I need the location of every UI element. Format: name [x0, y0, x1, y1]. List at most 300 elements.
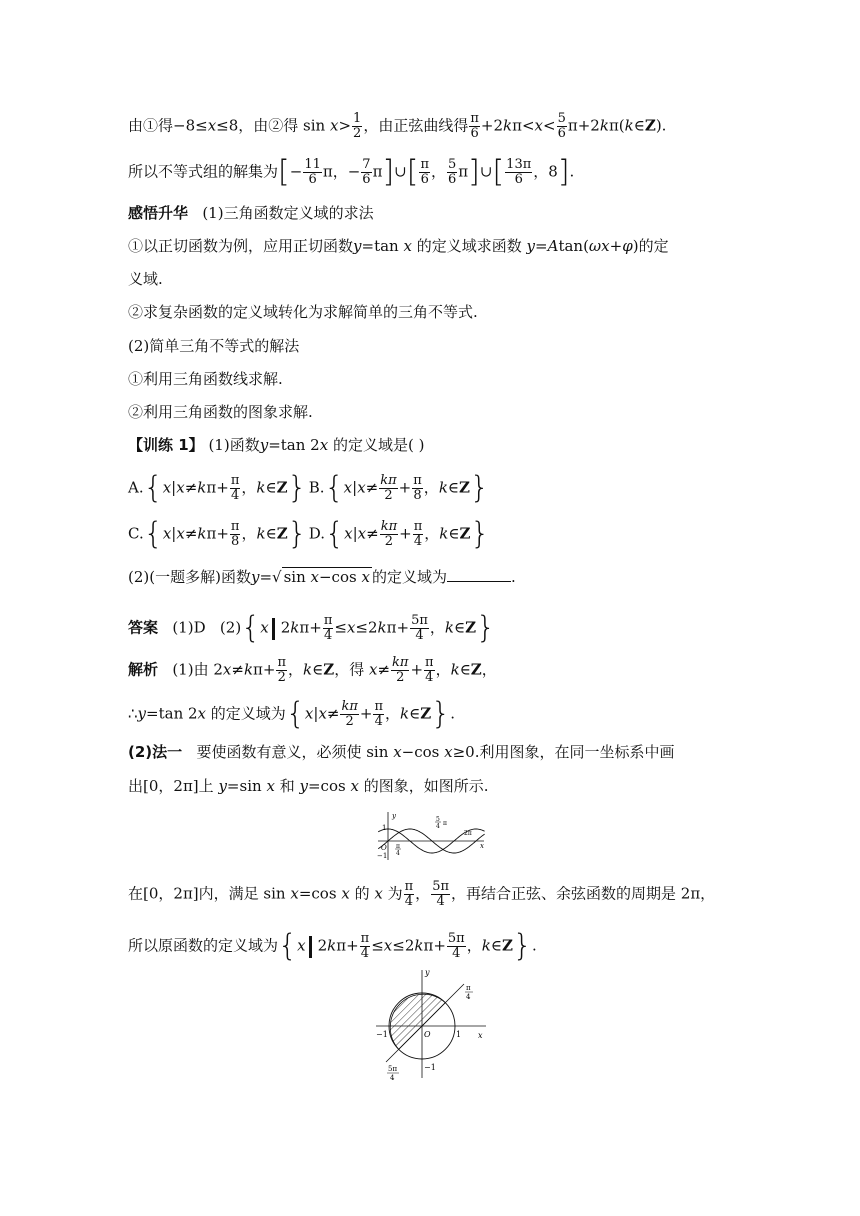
- var-k: k: [197, 524, 207, 543]
- var-x: x: [393, 743, 402, 761]
- brace-close: }: [287, 516, 307, 552]
- method-one-line-2: [128, 775, 750, 797]
- frac-num: π: [404, 879, 414, 894]
- text: =: [259, 568, 273, 586]
- text: 义域.: [128, 270, 163, 288]
- text: ①利用三角函数线求解.: [128, 370, 283, 388]
- answer-blank[interactable]: [447, 567, 511, 582]
- var-y: y: [250, 568, 260, 586]
- angle-pi4-den: 4: [466, 993, 471, 1001]
- section-label: 【训练 1】: [128, 436, 204, 454]
- var-x: x: [341, 884, 350, 903]
- text: (1)函数: [203, 436, 260, 454]
- fraction: [361, 158, 371, 187]
- brace-close: }: [287, 470, 307, 506]
- training-question-2: [128, 566, 750, 588]
- text: ，: [431, 162, 447, 181]
- var-y: y: [299, 777, 308, 795]
- text: 为: [387, 884, 403, 903]
- text: 2: [317, 936, 328, 955]
- var-k: k: [377, 618, 387, 637]
- text: (1)由 2: [172, 660, 223, 679]
- var-x: x: [346, 618, 356, 637]
- text: ，得: [334, 660, 365, 679]
- options-row-2: [128, 516, 750, 552]
- brace-open: {: [324, 470, 344, 506]
- var-x: x: [350, 777, 359, 795]
- var-x: x: [361, 568, 370, 586]
- tick-minus-1-y: −1: [424, 1063, 436, 1072]
- solution-line: [128, 656, 750, 685]
- frac-num: π: [413, 519, 423, 534]
- text: −cos: [401, 743, 440, 761]
- fraction: [447, 158, 457, 187]
- fraction: [424, 656, 435, 685]
- var-y: y: [259, 436, 269, 454]
- set-z: Z: [420, 704, 432, 723]
- text: (2): [219, 618, 242, 637]
- text: ∈: [265, 524, 277, 543]
- text: 在[0，2π]内，满足 sin: [128, 884, 286, 903]
- text: .: [510, 568, 516, 586]
- set-z: Z: [323, 660, 335, 679]
- sqrt-body: [282, 567, 372, 586]
- text: )的定: [632, 237, 669, 255]
- set-z: Z: [465, 618, 477, 637]
- fraction: [380, 520, 398, 549]
- text: +: [359, 704, 373, 723]
- var-k: k: [414, 936, 424, 955]
- frac-num: π: [420, 157, 429, 172]
- text: ∈: [448, 524, 460, 543]
- frac-num: π: [413, 473, 422, 488]
- sin-cos-graph: [370, 808, 490, 864]
- bracket-open: [: [406, 154, 419, 190]
- text: ≤: [334, 618, 347, 637]
- text: .: [569, 162, 575, 181]
- y-label: y: [425, 968, 430, 977]
- var-x: x: [162, 524, 172, 543]
- frac-num: π: [230, 519, 240, 534]
- option-label: D.: [308, 524, 326, 543]
- frac-den: 6: [308, 172, 317, 187]
- text: π<: [512, 116, 535, 135]
- frac-num: π: [230, 473, 240, 488]
- text: 出[0，2π]上: [128, 777, 214, 795]
- frac-den: 4: [436, 894, 445, 909]
- brace-close: }: [512, 928, 532, 964]
- text: ≠: [326, 704, 340, 723]
- text: ，: [435, 660, 451, 679]
- frac-den: 4: [413, 534, 423, 549]
- text: 2: [280, 618, 291, 637]
- text: ≠: [365, 478, 379, 497]
- brace-open: {: [285, 696, 305, 732]
- frac-num: π: [425, 655, 434, 670]
- frac-num: π: [470, 111, 479, 126]
- text: ①以正切函数为例，应用正切函数: [128, 237, 354, 255]
- text: |: [313, 704, 319, 723]
- text: 的图象，如图所示.: [363, 777, 489, 795]
- tick-pi4-num: π: [396, 843, 400, 850]
- training-question: [128, 434, 750, 456]
- frac-num: kπ: [341, 699, 358, 714]
- text: ≠: [377, 660, 391, 679]
- frac-den: 4: [374, 714, 383, 729]
- option-b[interactable]: [308, 470, 490, 506]
- fraction: [373, 700, 384, 729]
- var-omega-x: ωx: [588, 237, 610, 255]
- brace-open: {: [325, 516, 345, 552]
- insight-line-2: [128, 268, 750, 290]
- var-x: x: [368, 660, 378, 679]
- text: π，−: [322, 162, 361, 181]
- text: +: [410, 660, 424, 679]
- fraction: [323, 614, 334, 643]
- frac-den: 6: [420, 172, 429, 187]
- answer-line: [128, 610, 750, 646]
- set-bar: [272, 618, 275, 640]
- var-x: x: [383, 936, 393, 955]
- text: ，: [423, 478, 439, 497]
- set-z: Z: [644, 116, 656, 135]
- text: =cos: [298, 884, 337, 903]
- text: π+: [206, 478, 229, 497]
- text: |: [171, 524, 177, 543]
- text: (1)三角函数定义域的求法: [202, 204, 374, 222]
- var-k: k: [624, 116, 634, 135]
- text: +2: [480, 116, 503, 135]
- text: π+: [336, 936, 359, 955]
- insight-line-3: [128, 301, 750, 323]
- text: ).: [655, 116, 667, 135]
- text: π(: [608, 116, 625, 135]
- frac-den: 2: [384, 488, 393, 503]
- text: =sin: [226, 777, 262, 795]
- var-x: x: [290, 884, 299, 903]
- frac-num: 1: [353, 111, 362, 126]
- union: ∪: [394, 162, 407, 181]
- text: =tan: [361, 237, 399, 255]
- text: ，8: [533, 162, 558, 181]
- frac-num: 5π: [447, 931, 465, 946]
- text: π+: [386, 618, 410, 637]
- var-y: y: [137, 704, 147, 723]
- frac-den: 4: [360, 946, 370, 961]
- tick-minus-1-x: −1: [376, 1030, 388, 1039]
- text: ∴: [128, 704, 138, 723]
- var-x: x: [310, 568, 319, 586]
- fraction: [230, 474, 241, 503]
- frac-num: kπ: [392, 655, 409, 670]
- tick-2pi: 2π: [464, 830, 472, 837]
- var-k: k: [197, 478, 207, 497]
- text: 由①得−8≤: [128, 116, 208, 135]
- option-d[interactable]: [308, 516, 490, 552]
- brace-open: {: [143, 516, 163, 552]
- unit-circle-graph: [362, 966, 492, 1086]
- text: 的定义域是( ): [332, 436, 425, 454]
- var-k: k: [599, 116, 609, 135]
- frac-den: 4: [404, 894, 414, 909]
- frac-den: 2: [353, 126, 362, 141]
- var-k: k: [290, 618, 300, 637]
- text: ∈: [454, 618, 466, 637]
- text: ，: [241, 478, 257, 497]
- fraction: [419, 158, 430, 187]
- brace-open: {: [241, 610, 261, 646]
- frac-num: 11: [304, 157, 321, 172]
- section-label: 解析: [128, 660, 159, 679]
- fraction: [379, 474, 397, 503]
- fraction: [431, 880, 450, 909]
- method-one-line-3: [128, 880, 750, 909]
- text: π+: [423, 936, 446, 955]
- var-k: k: [439, 524, 449, 543]
- text: |: [171, 478, 177, 497]
- solution-line-1: [128, 112, 750, 141]
- var-x: x: [176, 478, 185, 497]
- set-z: Z: [276, 524, 288, 543]
- var-x: x: [304, 704, 314, 723]
- text: >: [338, 116, 352, 135]
- var-x: x: [357, 524, 367, 543]
- brace-open: {: [143, 470, 163, 506]
- text: π+: [206, 524, 229, 543]
- text: ≤2: [392, 936, 415, 955]
- bracket-close: ]: [468, 154, 480, 190]
- set-z: Z: [501, 936, 513, 955]
- var-A: A: [547, 237, 559, 255]
- tick-5pi4-den: 4: [436, 823, 440, 830]
- text: 所以原函数的定义域为: [128, 936, 279, 955]
- angle-pi4-num: π: [466, 984, 471, 992]
- frac-den: 4: [323, 628, 333, 643]
- text: ∈: [490, 936, 502, 955]
- tick-1: 1: [456, 1030, 462, 1039]
- var-y: y: [353, 237, 362, 255]
- text: =tan 2: [268, 436, 320, 454]
- brace-close: }: [476, 610, 496, 646]
- text: ≠: [366, 524, 379, 543]
- text: ≠: [184, 478, 198, 497]
- text: 的定义域为: [210, 704, 286, 723]
- var-k: k: [503, 116, 513, 135]
- text: 和: [279, 777, 295, 795]
- text: 的定义域求函数: [416, 237, 522, 255]
- bracket-close: ]: [382, 154, 395, 190]
- var-x: x: [266, 777, 275, 795]
- var-k: k: [303, 660, 313, 679]
- text: ≤8，由②得 sin: [216, 116, 326, 135]
- var-x: x: [297, 936, 306, 955]
- frac-den: 4: [425, 670, 434, 685]
- text: ，: [424, 524, 440, 543]
- var-x: x: [344, 524, 353, 543]
- text: ，由正弦曲线得: [363, 116, 469, 135]
- section-label: 感悟升华: [128, 204, 189, 222]
- frac-num: 7: [362, 157, 371, 172]
- var-x: x: [374, 884, 383, 903]
- solution-set-line: [128, 154, 750, 190]
- text: +: [399, 524, 412, 543]
- text: (2)(一题多解)函数: [128, 568, 251, 586]
- brace-open: {: [278, 928, 298, 964]
- text: ∈: [459, 660, 471, 679]
- text: ∈: [447, 478, 460, 497]
- text: 的: [354, 884, 370, 903]
- frac-num: kπ: [380, 473, 397, 488]
- text: (1)D: [172, 618, 206, 637]
- var-x: x: [162, 478, 172, 497]
- text: ，: [429, 618, 445, 637]
- var-x: x: [444, 743, 453, 761]
- fraction: [410, 614, 429, 643]
- fraction: [505, 158, 532, 187]
- frac-num: 13π: [506, 157, 532, 172]
- frac-den: 6: [448, 172, 457, 187]
- frac-den: 4: [230, 488, 240, 503]
- frac-num: 5: [557, 111, 566, 126]
- bracket-open: [: [278, 154, 290, 190]
- option-label: B.: [308, 478, 325, 497]
- text: ，: [466, 936, 482, 955]
- frac-den: 8: [231, 534, 240, 549]
- var-k: k: [256, 524, 266, 543]
- text: ∈: [409, 704, 421, 723]
- text: sin: [283, 568, 306, 586]
- frac-den: 2: [396, 670, 405, 685]
- var-x: x: [197, 704, 207, 723]
- fraction: [352, 112, 362, 141]
- text: +: [609, 237, 623, 255]
- set-z: Z: [276, 478, 288, 497]
- set-z: Z: [459, 478, 470, 497]
- var-k: k: [450, 660, 460, 679]
- text: 的定义域为: [371, 568, 447, 586]
- var-x: x: [343, 478, 353, 497]
- text: +: [398, 478, 412, 497]
- tick-5pi4-num: 5: [436, 816, 440, 823]
- text: ≥0.利用图象，在同一坐标系中画: [452, 743, 675, 761]
- text: ∈: [265, 478, 277, 497]
- insight-line-1: [128, 235, 750, 257]
- fraction: [230, 520, 241, 549]
- text: π+: [253, 660, 276, 679]
- option-label: A.: [128, 478, 144, 497]
- text: −: [289, 162, 303, 181]
- option-a[interactable]: [128, 470, 307, 506]
- fraction: [391, 656, 409, 685]
- frac-num: π: [277, 655, 287, 670]
- bracket-close: ]: [557, 154, 570, 190]
- var-k: k: [444, 618, 454, 637]
- var-x: x: [357, 478, 366, 497]
- var-x: x: [319, 436, 329, 454]
- var-x: x: [403, 237, 412, 255]
- var-y: y: [218, 777, 227, 795]
- fraction: [557, 112, 567, 141]
- var-x: x: [318, 704, 327, 723]
- frac-den: 2: [384, 534, 394, 549]
- tick-5pi4-pi: π: [443, 820, 447, 827]
- bracket-open: [: [492, 154, 505, 190]
- var-x: x: [329, 116, 339, 135]
- var-x: x: [260, 618, 269, 637]
- frac-num: π: [323, 613, 333, 628]
- text: ≤: [371, 936, 384, 955]
- var-x: x: [207, 116, 217, 135]
- method-one-line-1: [128, 741, 750, 763]
- brace-close: }: [469, 470, 490, 506]
- text: ，: [415, 884, 431, 903]
- var-phi: φ: [622, 237, 633, 255]
- fraction: [404, 880, 415, 909]
- text: 所以不等式组的解集为: [128, 162, 279, 181]
- var-k: k: [256, 478, 266, 497]
- option-c[interactable]: [128, 516, 307, 552]
- set-z: Z: [459, 524, 471, 543]
- text: 要使函数有意义，必须使 sin: [196, 743, 389, 761]
- x-label: x: [478, 1031, 483, 1040]
- text: ，再结合正弦、余弦函数的周期是 2π，: [451, 884, 716, 903]
- var-k: k: [243, 660, 254, 679]
- insight-heading: [128, 202, 750, 224]
- text: |: [352, 524, 358, 543]
- text: ∈: [633, 116, 645, 135]
- fraction: [412, 474, 423, 503]
- text: <: [543, 116, 556, 135]
- fraction: [276, 656, 287, 685]
- text: ∈: [312, 660, 324, 679]
- text: π: [458, 162, 469, 181]
- var-x: x: [222, 660, 232, 679]
- var-k: k: [400, 704, 410, 723]
- frac-num: 5π: [432, 879, 450, 894]
- frac-num: 5π: [411, 613, 428, 628]
- frac-den: 8: [413, 488, 422, 503]
- fraction: [469, 112, 480, 141]
- tick-minus-1: −1: [377, 852, 388, 860]
- text: π: [372, 162, 383, 181]
- fraction: [360, 932, 371, 961]
- union: ∪: [479, 162, 493, 181]
- text: .: [450, 704, 456, 723]
- text: −cos: [318, 568, 357, 586]
- text: =: [535, 237, 548, 255]
- var-x: x: [176, 524, 185, 543]
- text: .: [532, 936, 537, 955]
- fraction: [447, 932, 466, 961]
- frac-den: 4: [452, 946, 461, 961]
- frac-num: π: [360, 931, 370, 946]
- text: ≠: [231, 660, 244, 679]
- set-bar: [309, 936, 312, 958]
- frac-num: 5: [448, 157, 457, 172]
- tick-1: 1: [382, 824, 387, 832]
- text: π+2: [567, 116, 600, 135]
- section-label: (2)法一: [128, 743, 183, 761]
- frac-den: 6: [557, 126, 566, 141]
- fraction: [413, 520, 424, 549]
- angle-5pi4-num: 5π: [388, 1065, 398, 1073]
- frac-num: π: [374, 699, 384, 714]
- frac-den: 2: [277, 670, 286, 685]
- angle-5pi4-den: 4: [390, 1074, 395, 1082]
- text: ≤2: [355, 618, 378, 637]
- text: π+: [299, 618, 322, 637]
- text: ，: [385, 704, 401, 723]
